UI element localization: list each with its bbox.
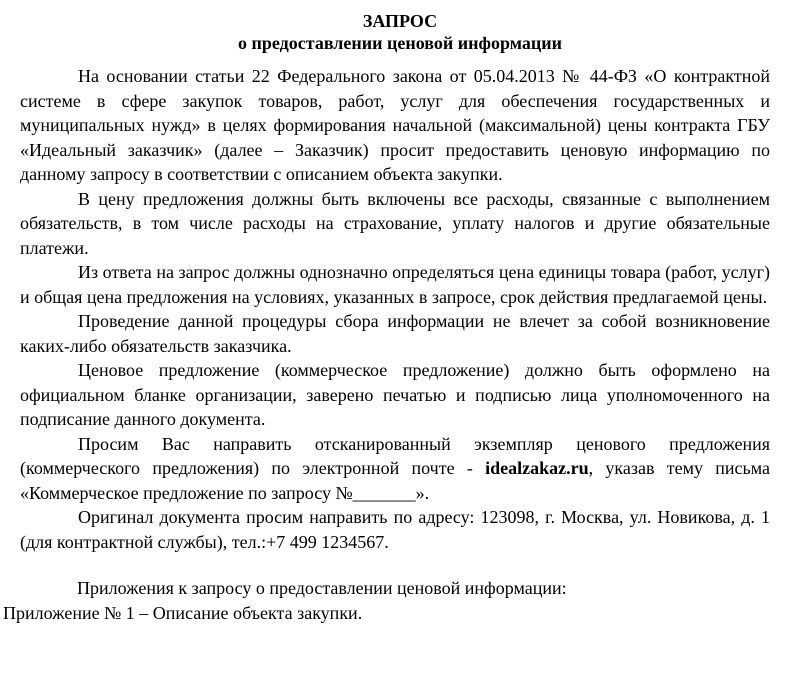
email-request-text-before: Просим Вас направить отсканированный экземпляр ценового предложения (коммерческого предложения) по электронной почте - xyxy=(20,433,770,478)
paragraph-no-obligations: Проведение данной процедуры сбора информации не влечет за собой возникновение каких-либо обязательств заказчика. xyxy=(20,311,770,356)
paragraph-response-requirements: Из ответа на запрос должны однозначно определяться цена единицы товара (работ, услуг) и общая цена предложения на условиях, указанных в запросе, срок действия предлагаемой цены. xyxy=(20,262,770,307)
spacer xyxy=(20,554,770,576)
attachment-item-1: Приложение № 1 – Описание объекта закупки. xyxy=(3,602,363,623)
paragraph-price-contents: В цену предложения должны быть включены все расходы, связанные с выполнением обязательств, в том числе расходы на страхование, уплату налогов и другие обязательные платежи. xyxy=(20,188,770,258)
paragraph-offer-format: Ценовое предложение (коммерческое предложение) должно быть оформлено на официальном бланке организации, заверено печатью и подписью лица уполномоченного на подписание данного документа. xyxy=(20,360,770,429)
document-subtitle: о предоставлении ценовой информации xyxy=(238,33,562,53)
email-address[interactable]: idealzakaz.ru xyxy=(485,458,589,478)
document-title: ЗАПРОС xyxy=(362,11,438,31)
email-request-text-after: , указав тему письма «Коммерческое предложение по запросу №_______». xyxy=(20,458,771,503)
paragraph-email-request xyxy=(20,432,770,506)
paragraph-legal-basis: На основании статьи 22 Федерального закона от 05.04.2013 № 44-ФЗ «О контрактной системе в сфере закупок товаров, работ, услуг для обеспечения государственных и муниципальных нужд» в целях формирования начальной (максимальной) цены контракта ГБУ «Идеальный заказчик» (далее – Заказчик) просит предоставить ценовую информацию по данному запросу в соответствии с описанием объекта закупки. xyxy=(20,66,770,184)
paragraph-mailing-address: Оригинал документа просим направить по адресу: 123098, г. Москва, ул. Новикова, д. 1 (для контрактной службы), тел.:+7 499 1234567. xyxy=(20,507,770,552)
attachments-heading: Приложения к запросу о предоставлении ценовой информации: xyxy=(77,578,567,598)
